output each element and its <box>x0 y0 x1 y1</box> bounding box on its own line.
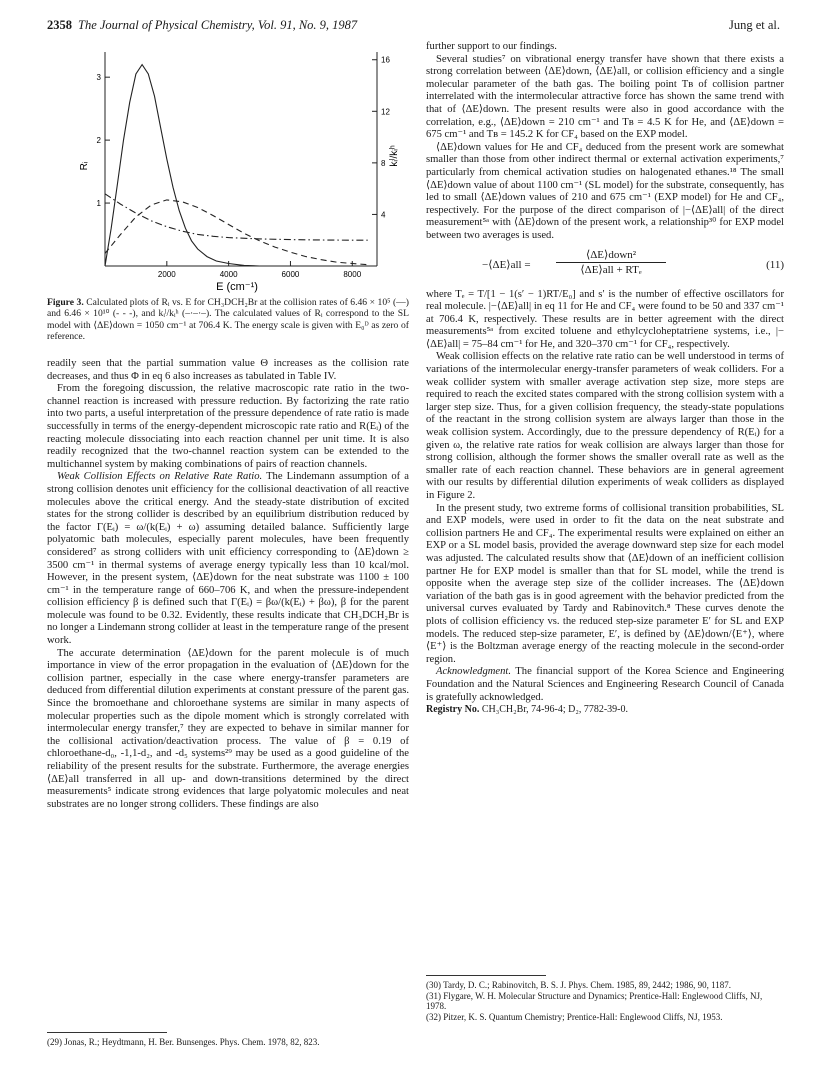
footnote: (31) Flygare, W. H. Molecular Structure and Dynamics; Prentice-Hall: Englewood Cliffs, NJ, 1978. <box>426 990 763 1012</box>
acknowledgment-heading: Acknowledgment. <box>436 666 512 678</box>
left-tick-label: 3 <box>96 73 101 83</box>
equation-lhs: −⟨ΔE⟩all = <box>482 258 531 271</box>
left-axis-label: Rᵢ <box>79 161 90 171</box>
curve-solid <box>105 65 260 266</box>
page-number: 2358 <box>47 18 72 32</box>
paragraph: further support to our findings. <box>426 41 557 52</box>
footnote: (30) Tardy, D. C.; Rabinovitch, B. S. J. Phys. Chem. 1985, 89, 2442; 1986, 90, 1187. <box>426 980 732 990</box>
paragraph: Several studies⁷ on vibrational energy transfer have shown that there exists a strong correlation between ⟨ΔE⟩down, ⟨ΔE⟩all, or collision efficiency and a single molecular parameter of the bath gas. The boiling point Tʙ of collision partner interrelated with the intermolecular attractive force has shown the same trend with that of ⟨ΔE⟩down. The present results were also in good accordance with the correlation, e.g., ⟨ΔE⟩down = 210 cm⁻¹ and Tʙ = 4.5 K for He, and ⟨ΔE⟩down = 675 cm⁻¹ and Tʙ = 145.2 K for CF₄ based on the EXP model. <box>426 53 784 141</box>
paragraph: where Tₑ = T/[1 − 1(s′ − 1)RT/E₀] and s′ is the number of effective oscillators for real molecule. |−⟨ΔE⟩all| in eq 11 for He and CF₄ were found to be 50 and 337 cm⁻¹ at 706.4 K, respectively. These results are in better agreement with the direct measurements⁵ᵃ from excited toluene and ethylcycloheptatriene systems, i.e., |−⟨ΔE⟩all| = 75–84 cm⁻¹ for He, and 320–370 cm⁻¹ for CF₄, respectively. <box>426 288 784 350</box>
footnotes-right <box>426 980 784 1022</box>
figure-caption <box>47 297 409 343</box>
paragraph: readily seen that the partial summation value Θ increases as the collision rate decreases, and thus Φ in eq 6 also increases as tabulated in Table IV. <box>47 358 409 382</box>
paragraph: The accurate determination ⟨ΔE⟩down for the parent molecule is of much importance in view of the error propagation in the evaluation of ⟨ΔE⟩down for the collision partner, especially in the case where energy-transfer parameters are deduced from differential dilution experiments at constant pressure of the parent gas. Since the bromoethane and chloroethane systems are similar in many aspects of molecular properties such as the dipole moment which is strongly correlated with intermolecular energy transfer,⁷ they are expected to behave in similar manner for the collisional activation/deactivation process. The value of β = 0.19 of chloroethane-d₀, -1,1-d₂, and -d₅ systems²⁹ may be used as a good guideline of the reliability of the present results for the substrate. Furthermore, the average energies ⟨ΔE⟩all transferred in all up- and down-transitions determined by the direct measurements⁵ indicate strong evidences that large polyatomic molecules and neat substrates are no longer strong colliders. These findings are also <box>47 647 409 810</box>
x-tick-label: 4000 <box>219 270 238 279</box>
paragraph: Weak collision effects on the relative rate ratio can be well understood in terms of variations of the intermolecular energy-transfer parameters of weak colliders. For a weak collider system with smaller average activation step size, more steps are required to reach the excited states compared with the strong collision system with a larger step size. Thus, for a given collision frequency, the steady-state populations of the reactant in the strong collision system are always larger than those in the weak collision system. Accordingly, due to the pressure dependency of R(Eᵢ) for a given ω, the relative rate ratios for weak collision are always larger than those for strong collision, although the former shows the smaller overall rate as well as the smaller rate of each reaction channel. These behaviors are in general agreement with our results by differential dilution experiments of weak colliders as displayed in Figure 2. <box>426 351 784 501</box>
x-tick-label: 2000 <box>157 270 176 279</box>
left-tick-label: 2 <box>96 136 101 146</box>
right-tick-label: 16 <box>381 55 390 65</box>
registry-body: CH₃CH₂Br, 74-96-4; D₂, 7782-39-0. <box>481 704 628 716</box>
plot-frame <box>105 52 377 266</box>
section-heading: Weak Collision Effects on Relative Rate Ratio. <box>57 471 263 483</box>
caption-text: Calculated plots of Rᵢ vs. E for CH₃DCH₂Br at the collision rates of 6.46 × 10⁵ (—) and 6.46 × 10¹⁰ (- - -), and kᵢˡ/kᵢʰ (–·–·–). The calculated values of Rᵢ correspond to the SL model with ⟨ΔE⟩down = 1050 cm⁻¹ at 706.4 K. The energy scale is given with E₀ᴰ as zero of reference. <box>47 297 409 343</box>
registry-heading: Registry No. <box>426 704 480 716</box>
acknowledgment-body: The financial support of the Korea Science and Engineering Foundation and the Natural Sciences and Engineering Research Council of Canada is gratefully acknowledged. <box>426 666 784 703</box>
right-tick-label: 8 <box>381 158 386 168</box>
footnote-rule <box>47 1032 167 1033</box>
right-column <box>426 41 784 717</box>
axis-ticks <box>97 56 391 279</box>
curve-dash-dot <box>105 194 368 240</box>
right-tick-label: 12 <box>381 107 390 117</box>
x-tick-label: 6000 <box>281 270 300 279</box>
running-authors: Jung et al. <box>728 18 780 32</box>
paragraph: In the present study, two extreme forms of collisional transition probabilities, SL and EXP models, were used in order to fit the data on the neat substrate and collision partners He and CF₄. The experimental results were explained on either an EXP or a SL model basis, provided the average downward step size for each model was adjusted. The calculated results show that ⟨ΔE⟩down of an inefficient collision partner He for EXP model is smaller than that for SL model, while the trend is opposite when the average step size of the collider increases. The ⟨ΔE⟩down variation of the bath gas is in good agreement with the behavior predicted from the universal curves evaluated by Tardy and Rabinovitch.⁸ These curves denote the plots of collision efficiency vs. the reduced step-size parameter E′ for SL and EXP models. The reduced step-size parameter, E′, is defined by ⟨ΔE⟩down/⟨E⁺⟩, where ⟨E⁺⟩ is the Boltzman average energy of the reacting molecule in the second-order region. <box>426 502 784 665</box>
equation-numerator: ⟨ΔE⟩down² <box>556 249 666 264</box>
equation-number: (11) <box>766 258 784 271</box>
acknowledgment <box>426 666 784 704</box>
equation-fraction <box>556 249 666 277</box>
plot-curves <box>105 65 368 266</box>
caption-label: Figure 3. <box>47 297 84 308</box>
right-tick-label: 4 <box>381 210 386 220</box>
x-axis-label: E (cm⁻¹) <box>216 281 258 293</box>
equation-11 <box>426 249 784 283</box>
journal-title: The Journal of Physical Chemistry, Vol. 91, No. 9, 1987 <box>78 18 358 32</box>
left-tick-label: 1 <box>96 199 101 209</box>
equation-denominator: ⟨ΔE⟩all + RTₑ <box>580 264 642 277</box>
registry-numbers <box>426 704 784 717</box>
curve-dashed <box>105 200 368 265</box>
footnote-rule <box>426 975 546 976</box>
footnote: (29) Jonas, R.; Heydtmann, H. Ber. Bunsenges. Phys. Chem. 1978, 82, 823. <box>47 1037 320 1047</box>
left-column <box>47 358 409 811</box>
running-header <box>47 18 780 36</box>
paragraph: From the foregoing discussion, the relative macroscopic rate ratio in the two-channel reaction is increased with pressure reduction. By factorizing the rate ratio into two parts, a useful interpretation of the pressure dependence of rate ratio is made successfully in terms of the energy-dependent microscopic rate ratio and R(Eᵢ) of the reacting molecule dissociating into each reaction channel per unit time. It is also readily recognized that the two-channel reaction system can be extended to the multichannel system by making combinations of pairs of reaction channels. <box>47 383 409 470</box>
x-tick-label: 8000 <box>343 270 362 279</box>
footnote: (32) Pitzer, K. S. Quantum Chemistry; Prentice-Hall: Englewood Cliffs, NJ, 1953. <box>426 1011 723 1022</box>
right-axis-label: kᵢˡ/kᵢʰ <box>389 145 400 167</box>
paragraph <box>47 471 409 647</box>
figure-3-plot <box>47 44 409 294</box>
paragraph-body: The Lindemann assumption of a strong collision denotes unit efficiency for the collisional deactivation of all reactive molecules above the critical energy. And the steady-state distribution of excited states for the strong collider is described by an equilibrium distribution reduced by the factor Γ(Eᵢ) = ω/(k(Eᵢ) + ω) assuming detailed balance. Sufficiently large polyatomic bath molecules, especially parent molecules, have been frequently considered⁷ as strong colliders with unit efficiency corresponding to ⟨ΔE⟩down ≥ 3500 cm⁻¹ in thermal systems of average energy typically less than 10 kcal/mol. However, in the present system, ⟨ΔE⟩down for the neat substrate was 1100 ± 100 cm⁻¹ in the temperature range of 660–706 K, and when the pressure-independent collision efficiency β is defined such that Γ(Eᵢ) = βω/(k(Eᵢ) + βω), β for the parent molecule was found to be 0.32. Evidently, these results indicate that CH₃DCH₂Br is no longer a Lindemann strong collider at least in the temperature range of the present work. <box>47 471 409 647</box>
paragraph: ⟨ΔE⟩down values for He and CF₄ deduced from the present work are somewhat smaller than those from other indirect thermal or external activation experiments,⁷ particularly from chemical activation studies on halogenated ethanes.¹⁸ The small ⟨ΔE⟩down value of about 1100 cm⁻¹ (SL model) for the substrate, consequently, has led to small ⟨ΔE⟩down values of 210 and 675 cm⁻¹ (EXP model) for He and CF₄, respectively. For the purpose of the direct comparison of |−⟨ΔE⟩all| of the direct measurement⁵ᵃ with ⟨ΔE⟩down of the present work, a relationship³⁰ for EXP model between two averages is used. <box>426 141 784 241</box>
footnotes-left <box>47 1037 409 1048</box>
